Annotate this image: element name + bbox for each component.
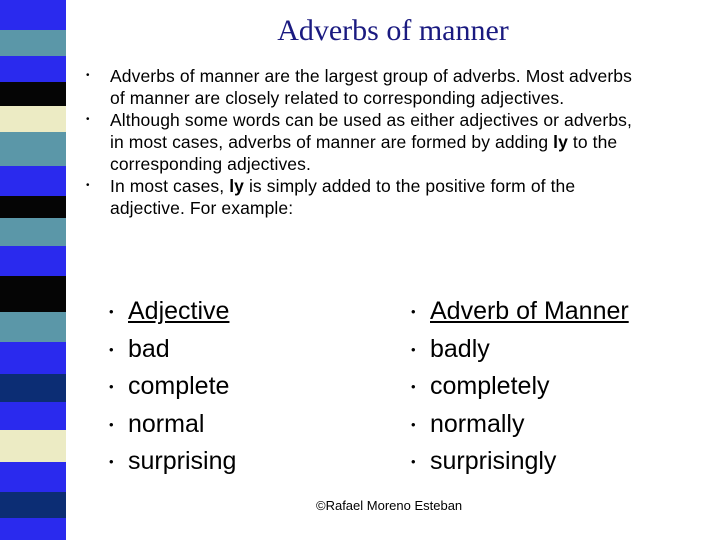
- bullet-icon: •: [411, 341, 416, 357]
- intro-bullet: [86, 65, 646, 109]
- adjective-text: bad: [128, 334, 170, 363]
- adjective-text: complete: [128, 372, 230, 400]
- adjective-header: [109, 293, 236, 331]
- bullet-icon: •: [109, 379, 114, 394]
- adverb-header-text: Adverb of Manner: [430, 297, 629, 325]
- bullet-icon: •: [109, 304, 114, 319]
- adverb-item: [411, 368, 629, 406]
- adjective-text: normal: [128, 409, 205, 438]
- adjective-column: [109, 293, 237, 481]
- copyright-footer: ©Rafael Moreno Esteban: [316, 498, 463, 513]
- intro-text: Although some words can be used as either adjectives or adverbs, in most cases, adverbs of manner are formed by adding: [110, 110, 632, 152]
- bullet-icon: •: [411, 454, 416, 469]
- adverb-column: [411, 293, 629, 481]
- intro-bullet: [86, 109, 646, 175]
- adjective-item: [109, 368, 236, 406]
- intro-bold-suffix: ly: [553, 132, 568, 152]
- adverb-item: [411, 331, 629, 369]
- slide-title: Adverbs of manner: [277, 14, 509, 47]
- intro-text-end: to the corresponding adjectives.: [110, 132, 618, 174]
- bullet-icon: •: [411, 379, 416, 394]
- bullet-icon: •: [109, 341, 114, 357]
- bullet-icon: •: [86, 114, 90, 125]
- adjective-item: [109, 443, 237, 481]
- adjective-text: surprising: [128, 447, 237, 475]
- adverb-text: badly: [430, 334, 490, 363]
- bullet-icon: •: [86, 70, 90, 81]
- decorative-color-strip: [0, 0, 66, 540]
- intro-text: Adverbs of manner are the largest group of adverbs. Most adverbs of manner are closely related to corresponding adjectives.: [110, 66, 632, 108]
- adjective-item: [109, 331, 236, 369]
- bullet-icon: •: [86, 180, 90, 191]
- adverb-item: [411, 406, 629, 444]
- adverb-header: [411, 293, 629, 331]
- bullet-icon: •: [411, 304, 416, 319]
- intro-bold-suffix: ly: [229, 176, 244, 196]
- bullet-icon: •: [109, 416, 114, 432]
- intro-text: In most cases,: [110, 176, 230, 196]
- adverb-text: normally: [430, 409, 525, 438]
- intro-bullet-list: [86, 65, 646, 219]
- adjective-header-text: Adjective: [128, 297, 230, 325]
- bullet-icon: •: [109, 454, 114, 469]
- adverb-text: surprisingly: [430, 447, 557, 475]
- intro-bullet: [86, 175, 646, 219]
- adverb-item: [411, 443, 629, 481]
- adjective-item: [109, 406, 236, 444]
- intro-text-end: is simply added to the positive form of the adjective. For example:: [110, 176, 576, 218]
- adverb-text: completely: [430, 372, 550, 400]
- bullet-icon: •: [411, 416, 416, 432]
